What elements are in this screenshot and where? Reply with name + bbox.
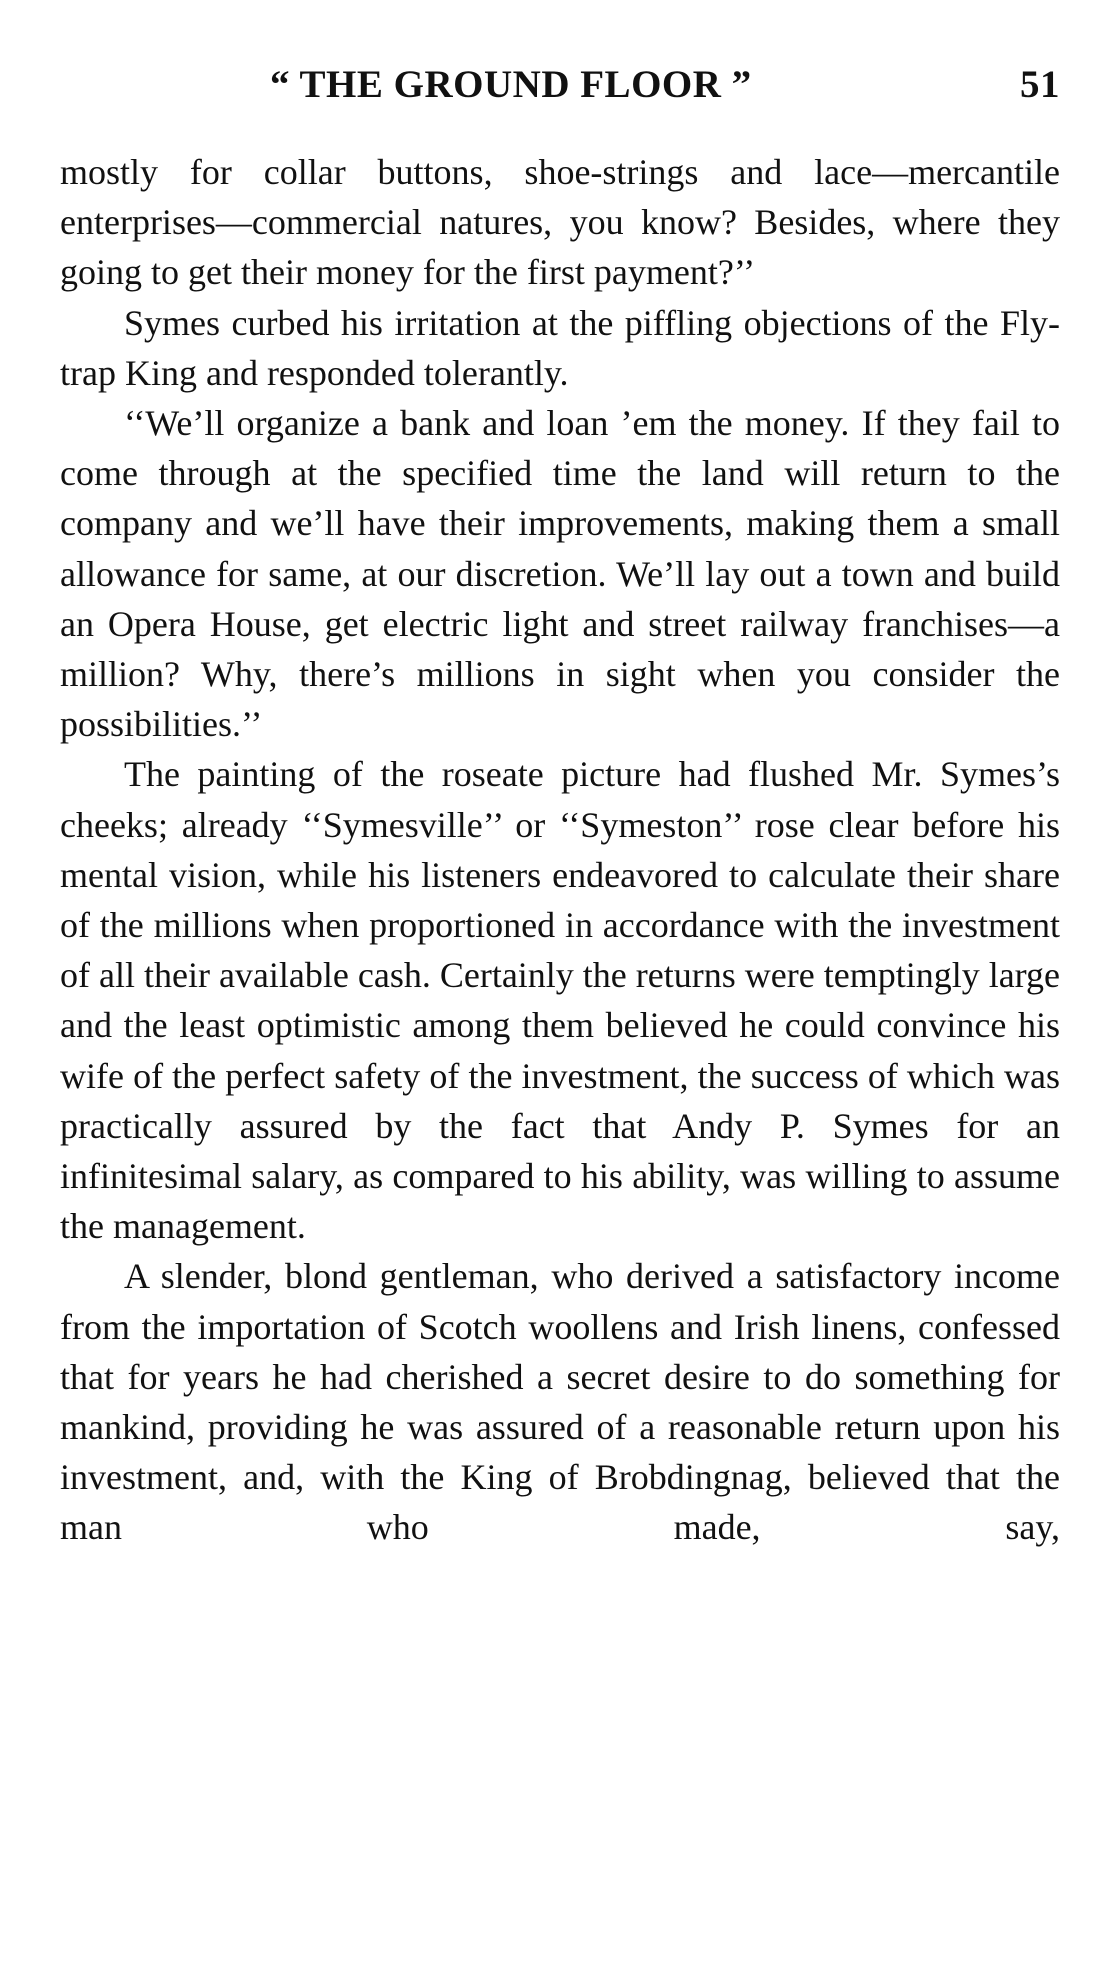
paragraph-continued: mostly for collar buttons, shoe-strings and lace—mercantile enterprises—commercial natures, you know? Besides, where they going to get their money for the first payment?’’ bbox=[60, 152, 1060, 293]
paragraph: The painting of the roseate picture had flushed Mr. Symes’s cheeks; already ‘‘Symesville’’ or ‘‘Symeston’’ rose clear before his mental vision, while his listeners endeavored to calculate their share of the millions when proportioned in accordance with the investment of all their available cash. Certainly the returns were temptingly large and the least optimistic among them believed he could convince his wife of the perfect safety of the investment, the success of which was practically assured by the fact that Andy P. Symes for an infinitesimal salary, as compared to his ability, was willing to assume the management. bbox=[60, 754, 1060, 1247]
book-page bbox=[60, 0, 1060, 1969]
body-text bbox=[60, 147, 1060, 1553]
running-head bbox=[60, 62, 1060, 112]
page-number: 51 bbox=[1020, 63, 1060, 106]
paragraph: ‘‘We’ll organize a bank and loan ’em the money. If they fail to come through at the specified time the land will return to the company and we’ll have their improvements, making them a small allowance for same, at our discretion. We’ll lay out a town and build an Opera House, get electric light and street railway franchises—a million? Why, there’s millions in sight when you consider the possibilities.’’ bbox=[60, 403, 1060, 745]
paragraph: A slender, blond gentleman, who derived a satisfactory income from the importation of Scotch woollens and Irish linens, confessed that for years he had cherished a secret desire to do something for mankind, providing he was assured of a reasonable return upon his investment, and, with the King of Brobdingnag, believed that the man who made, say, bbox=[60, 1256, 1060, 1548]
paragraph: Symes curbed his irritation at the piffling objections of the Fly-trap King and responded tolerantly. bbox=[60, 302, 1060, 393]
running-head-title: “ THE GROUND FLOOR ” bbox=[270, 63, 752, 106]
